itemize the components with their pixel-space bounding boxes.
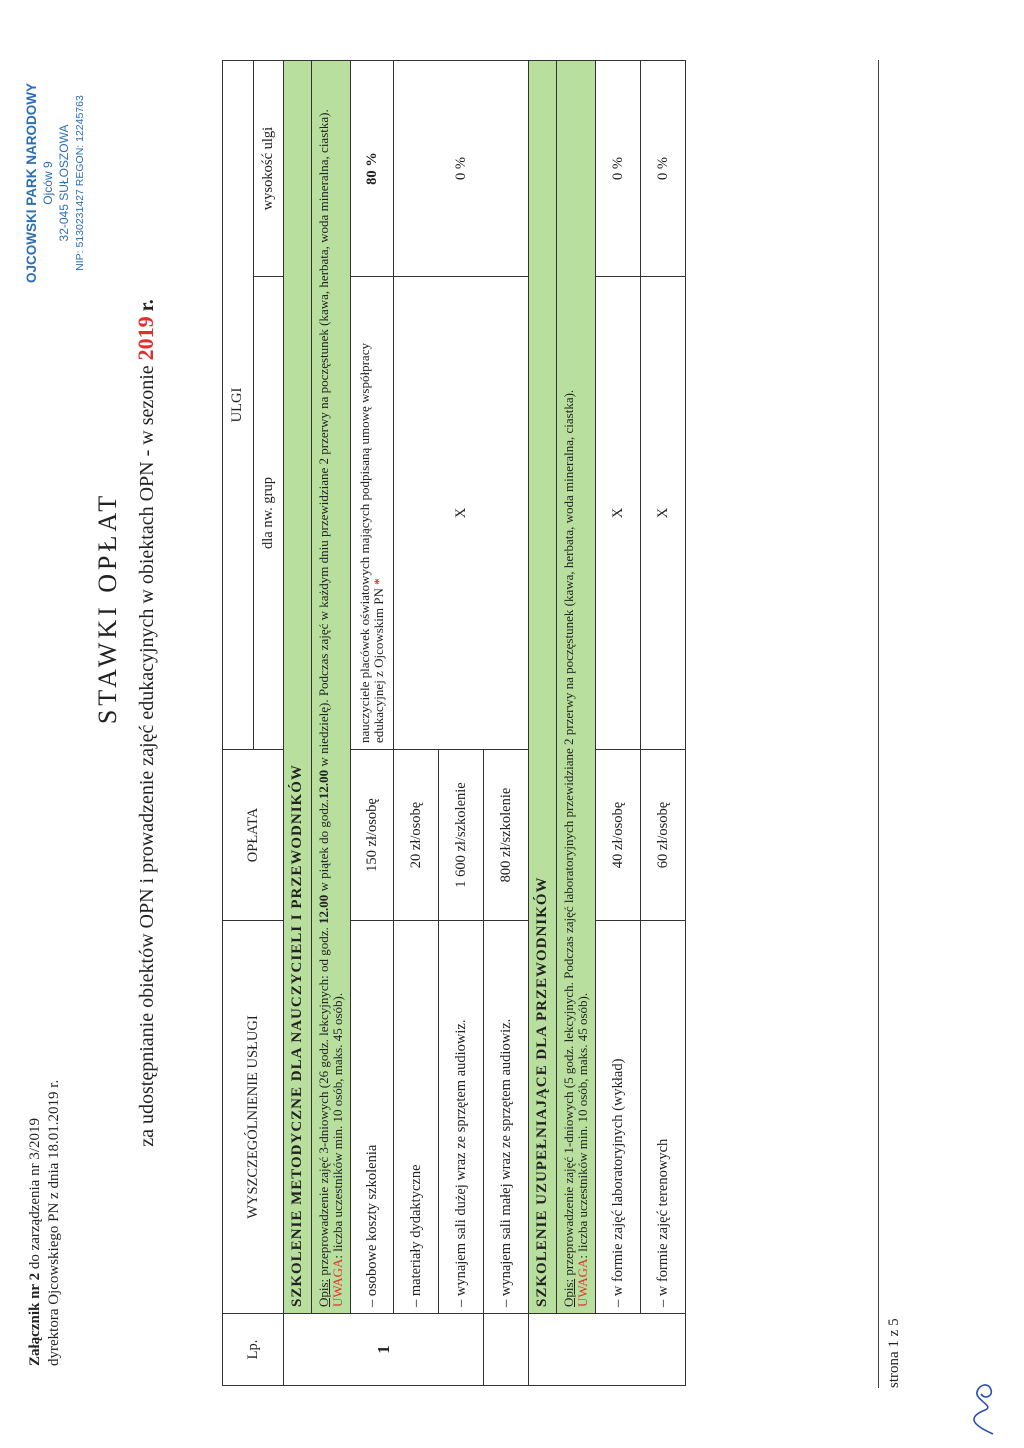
org-name: OJCOWSKI PARK NARODOWY — [24, 83, 39, 284]
row-fee: 800 zł/szkolenie — [484, 750, 529, 921]
section1-lp: 1 — [284, 1314, 484, 1386]
page-number: strona 1 z 5 — [886, 1318, 902, 1388]
row-fee: 150 zł/osobę — [351, 750, 394, 921]
section1-desc-e: w niedzielę). Podczas zajęć w każdym dniu przewidziane 2 przerwy na poczęstunek (kawa, herbata, woda mineralna, ciastka). — [316, 109, 331, 770]
attachment-line2: dyrektora Ojcowskiego PN z dnia 18.01.2019 r. — [46, 1079, 62, 1366]
table-row — [394, 60, 439, 1385]
subtitle-year: 2019 — [133, 316, 158, 361]
section1-desc-row — [312, 60, 351, 1385]
org-stamp — [24, 18, 88, 348]
section1-desc-label: Opis: — [316, 1278, 331, 1307]
org-address1: Ojców 9 — [41, 161, 55, 205]
row-group: X — [394, 277, 529, 750]
row-group: X — [596, 277, 641, 750]
header-service: WYSZCZEGÓLNIENIE USŁUGI — [223, 921, 284, 1314]
org-address2: 32-045 SUŁOSZOWA — [57, 124, 71, 242]
row-group: X — [641, 277, 686, 750]
row-service: – w formie zajęć terenowych — [641, 921, 686, 1314]
attachment-bold: Załącznik nr 2 — [27, 1272, 43, 1366]
section2-desc-text: przeprowadzenie zajęć 1-dniowych (5 godz. lekcyjnych. Podczas zajęć laboratoryjnych przewidziane 2 przerwy na poczęstunek (kawa, herbata, woda mineralna, ciastka). — [561, 389, 576, 1279]
attachment-line1: do zarządzenia nr 3/2019 — [27, 1117, 43, 1273]
subtitle-suffix: r. — [136, 299, 158, 317]
row-discount: 0 % — [394, 60, 529, 276]
section2-title: SZKOLENIE UZUPEŁNIAJĄCE DLA PRZEWODNIKÓW — [529, 60, 557, 1313]
section1-title: SZKOLENIE METODYCZNE DLA NAUCZYCIELI I PRZEWODNIKÓW — [284, 60, 312, 1313]
row-fee: 60 zł/osobę — [641, 750, 686, 921]
row-discount: 0 % — [641, 60, 686, 276]
fee-table — [222, 60, 686, 1386]
row-group — [351, 277, 394, 750]
section2-note-text: : liczba uczestników min. 10 osób, maks. 45 osób). — [575, 992, 590, 1259]
section2-note-label: UWAGA — [575, 1258, 590, 1307]
section1-desc-a: przeprowadzenie zajęć 3-dniowych (26 godz. lekcyjnych: od godz. — [316, 923, 331, 1279]
header-discounts: ULGI — [223, 60, 254, 749]
section1-desc-b: 12.00 — [316, 894, 331, 924]
org-ids: NIP: 5130231427 REGON: 12245763 — [74, 95, 86, 271]
table-header-row — [223, 60, 254, 1385]
table-row — [596, 60, 641, 1385]
section1-desc-d: 12.00 — [316, 769, 331, 800]
table-row — [351, 60, 394, 1385]
row-service: – w formie zajęć laboratoryjnych (wykład) — [596, 921, 641, 1314]
subtitle-prefix: za udostępnianie obiektów OPN i prowadzenie zajęć edukacyjnych w obiektach OPN - w sezonie — [136, 360, 158, 1147]
section1-desc-c: w piątek do godz. — [316, 799, 331, 895]
header-lp: Lp. — [223, 1314, 284, 1386]
section2-lp — [529, 1314, 686, 1386]
section2-description — [557, 60, 596, 1313]
row-group-text: nauczyciele placówek oświatowych mających podpisaną umowę współpracy edukacyjnej z Ojcowskim PN — [357, 343, 386, 743]
table-row — [641, 60, 686, 1385]
row-service: – materiały dydaktyczne — [394, 921, 439, 1314]
row-lp-empty — [484, 1314, 529, 1386]
section2-title-row — [529, 60, 557, 1385]
section1-note-text: : liczba uczestników min. 10 osób, maks. 45 osób). — [330, 992, 345, 1259]
section1-title-row — [284, 60, 312, 1385]
footer-rule — [878, 60, 879, 1388]
header-fee: OPŁATA — [223, 750, 284, 921]
section1-note-label: UWAGA — [330, 1258, 345, 1307]
row-discount: 80 % — [351, 60, 394, 276]
row-fee: 1 600 zł/szkolenie — [439, 750, 484, 921]
row-service: – osobowe koszty szkolenia — [351, 921, 394, 1314]
page-title: STAWKI OPŁAT — [93, 491, 122, 725]
section1-description — [312, 60, 351, 1313]
page-subtitle — [133, 98, 159, 1348]
section2-desc-label: Opis: — [561, 1278, 576, 1307]
row-service: – wynajem sali małej wraz ze sprzętem audiowiz. — [484, 921, 529, 1314]
header-amount: wysokość ulgi — [253, 60, 284, 276]
row-group-star: * — [371, 578, 386, 589]
signature-mark — [955, 1370, 1005, 1440]
attachment-note — [26, 906, 64, 1366]
section2-desc-row — [557, 60, 596, 1385]
row-discount: 0 % — [596, 60, 641, 276]
row-fee: 20 zł/osobę — [394, 750, 439, 921]
row-service: – wynajem sali dużej wraz ze sprzętem audiowiz. — [439, 921, 484, 1314]
header-groups: dla nw. grup — [253, 277, 284, 750]
row-fee: 40 zł/osobę — [596, 750, 641, 921]
